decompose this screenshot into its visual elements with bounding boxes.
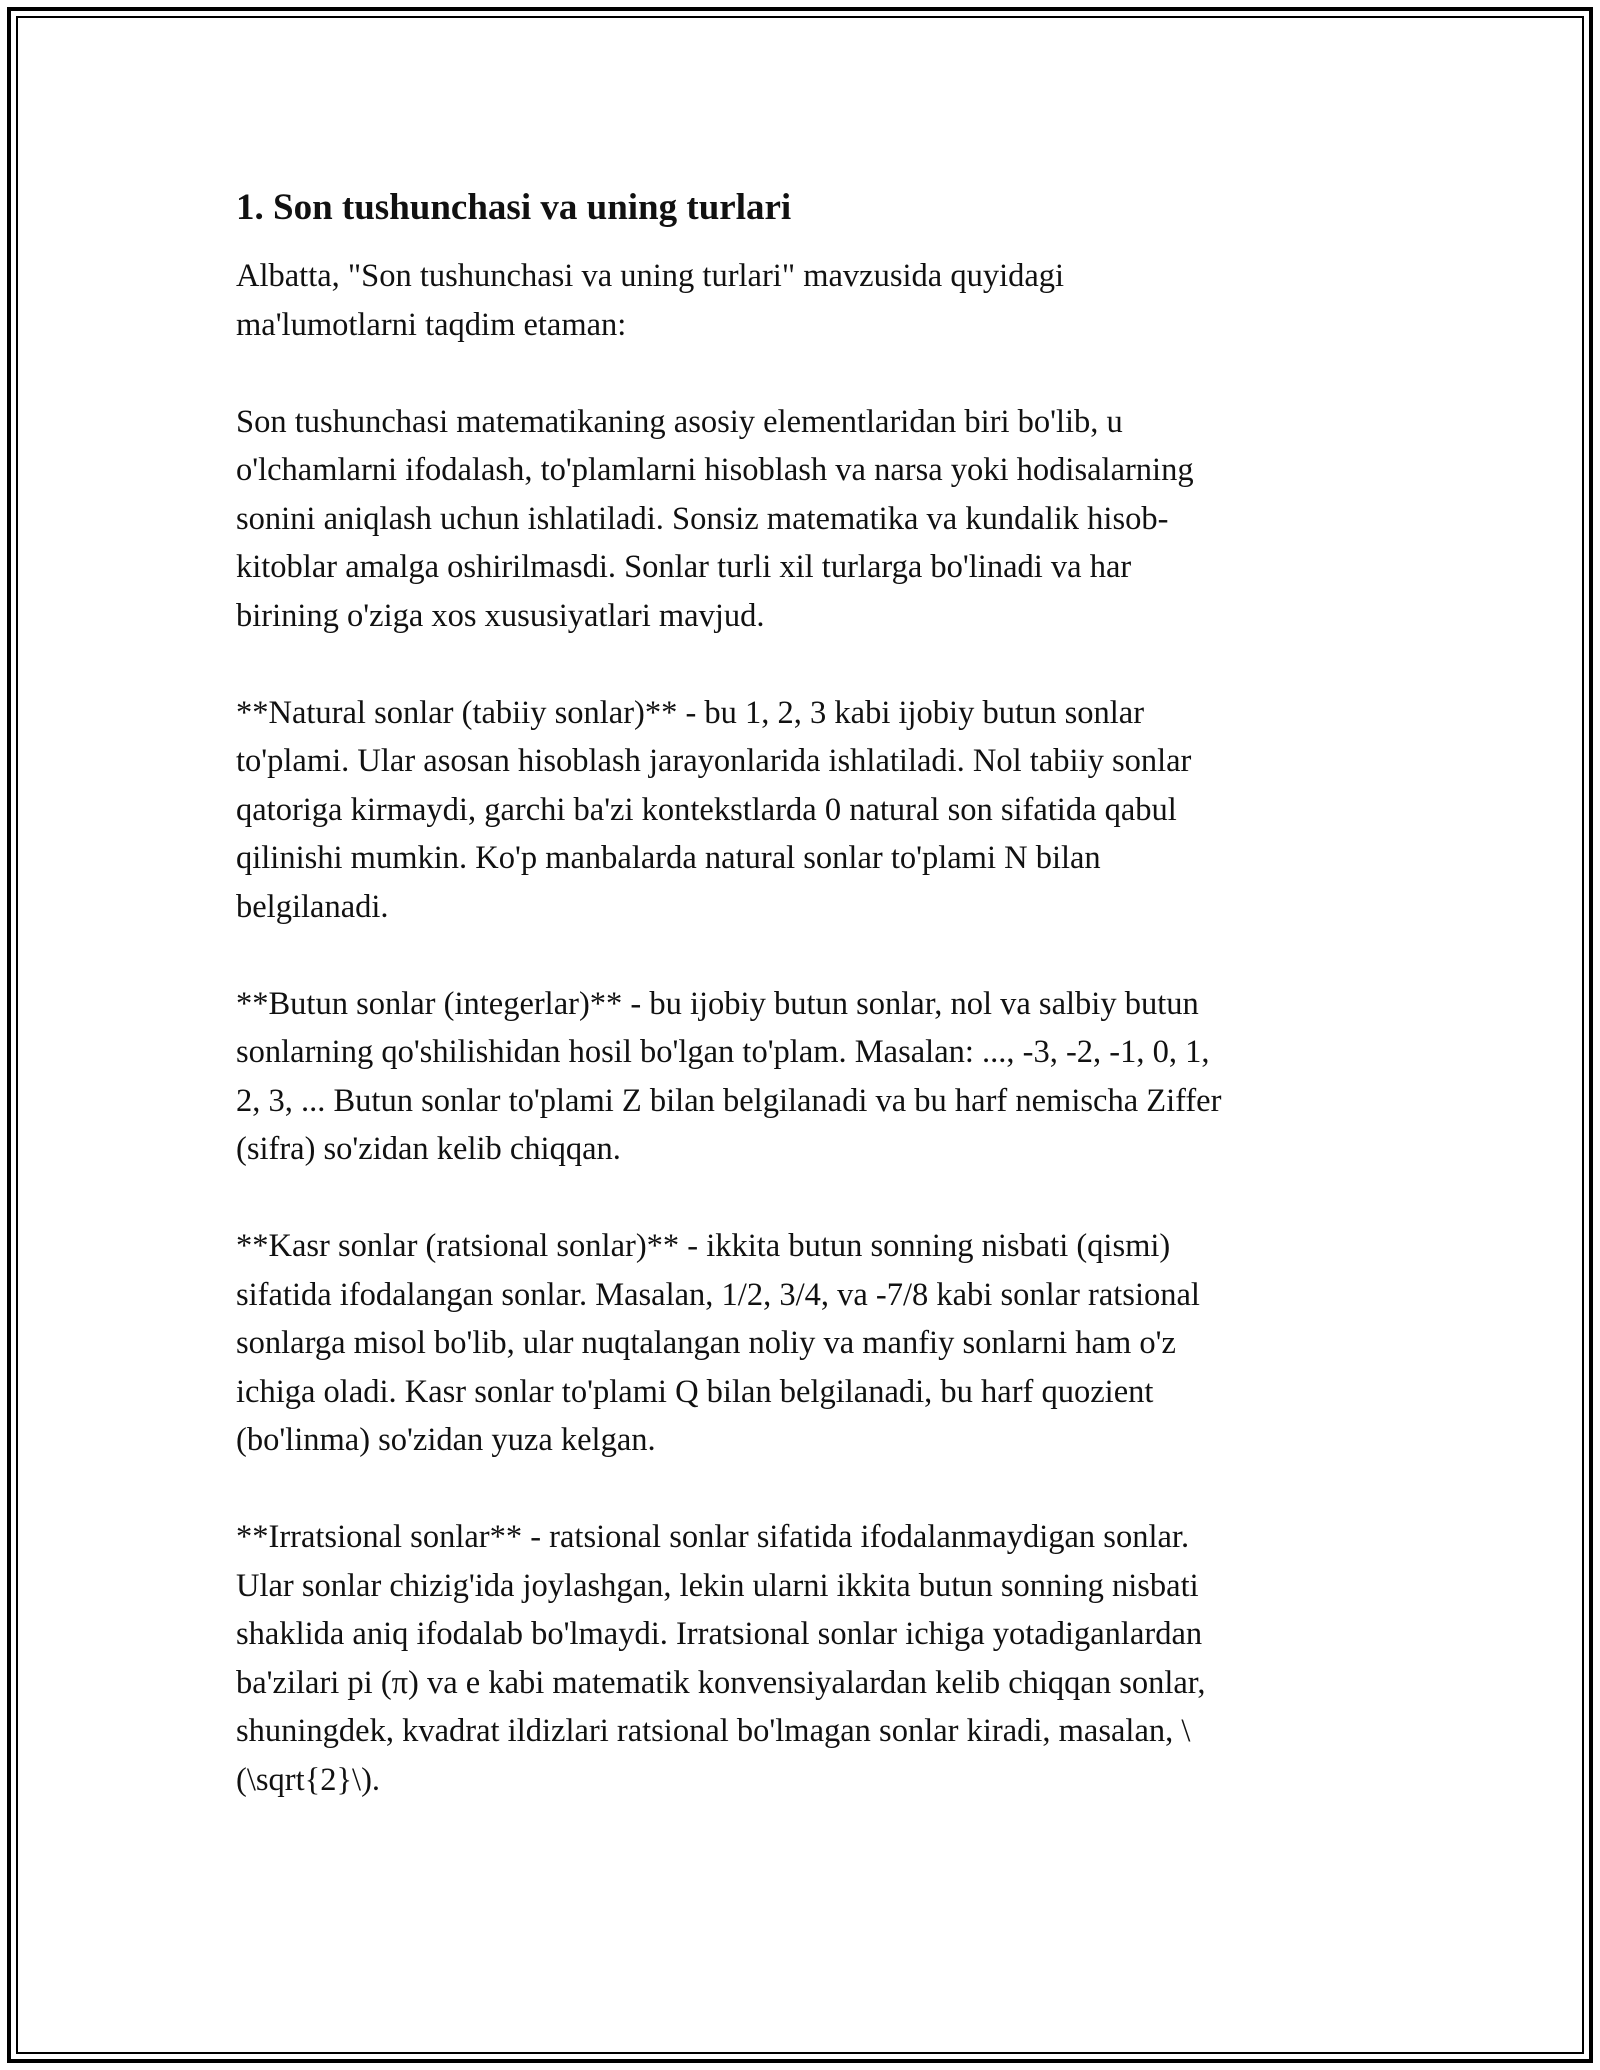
text-line: **Kasr sonlar (ratsional sonlar)** - ikkita butun sonning nisbati (qismi) xyxy=(236,1228,1171,1264)
document-body xyxy=(236,186,1366,1853)
text-line: Ular sonlar chizig'ida joylashgan, lekin ularni ikkita butun sonning nisbati xyxy=(236,1567,1199,1604)
text-line: sonlarga misol bo'lib, ular nuqtalangan noliy va manfiy sonlarni ham o'z xyxy=(236,1325,1176,1361)
text-line: **Irratsional sonlar** - ratsional sonlar sifatida ifodalanmaydigan sonlar. xyxy=(236,1519,1190,1555)
text-line: (sifra) so'zidan kelib chiqqan. xyxy=(236,1131,621,1167)
intro-paragraph xyxy=(236,252,1366,349)
text-line: ba'zilari pi (π) va e kabi matematik konvensiyalardan kelib chiqqan sonlar, xyxy=(236,1664,1206,1701)
text-line: **Natural sonlar (tabiiy sonlar)** - bu 1, 2, 3 kabi ijobiy butun sonlar xyxy=(236,694,1145,731)
text-line: belgilanadi. xyxy=(236,888,389,925)
text-line: shuningdek, kvadrat ildizlari ratsional bo'lmagan sonlar kiradi, masalan, \ xyxy=(236,1713,1191,1749)
natural-numbers-paragraph xyxy=(236,689,1366,932)
text-line: o'lchamlarni ifodalash, to'plamlarni hisoblash va narsa yoki hodisalarning xyxy=(236,452,1194,488)
text-line: kitoblar amalga oshirilmasdi. Sonlar turli xil turlarga bo'linadi va har xyxy=(236,549,1132,585)
text-line: birining o'ziga xos xususiyatlari mavjud. xyxy=(236,597,765,634)
text-line: (\sqrt{2}\). xyxy=(236,1761,381,1798)
text-line: sonlarning qo'shilishidan hosil bo'lgan to'plam. Masalan: ..., -3, -2, -1, 0, 1, xyxy=(236,1034,1210,1070)
text-line: Albatta, "Son tushunchasi va uning turlari" mavzusida quyidagi xyxy=(236,258,1065,294)
section-title: 1. Son tushunchasi va uning turlari xyxy=(236,187,792,228)
text-line: 2, 3, ... Butun sonlar to'plami Z bilan belgilanadi va bu harf nemischa Ziffer xyxy=(236,1082,1222,1119)
text-line: Son tushunchasi matematikaning asosiy elementlaridan biri bo'lib, u xyxy=(236,403,1123,440)
integers-paragraph xyxy=(236,980,1366,1174)
text-line: (bo'linma) so'zidan yuza kelgan. xyxy=(236,1422,656,1458)
concept-paragraph xyxy=(236,398,1366,641)
irrational-numbers-paragraph xyxy=(236,1513,1366,1804)
text-line: **Butun sonlar (integerlar)** - bu ijobiy butun sonlar, nol va salbiy butun xyxy=(236,985,1199,1022)
text-line: shaklida aniq ifodalab bo'lmaydi. Irratsional sonlar ichiga yotadiganlardan xyxy=(236,1616,1203,1652)
text-line: qatoriga kirmaydi, garchi ba'zi kontekstlarda 0 natural son sifatida qabul xyxy=(236,791,1177,828)
text-line: qilinishi mumkin. Ko'p manbalarda natural sonlar to'plami N bilan xyxy=(236,840,1101,876)
text-line: sonini aniqlash uchun ishlatiladi. Sonsiz matematika va kundalik hisob- xyxy=(236,500,1169,537)
rational-numbers-paragraph xyxy=(236,1222,1366,1465)
text-line: ma'lumotlarni taqdim etaman: xyxy=(236,306,627,343)
text-line: sifatida ifodalangan sonlar. Masalan, 1/2, 3/4, va -7/8 kabi sonlar ratsional xyxy=(236,1276,1200,1313)
text-line: ichiga oladi. Kasr sonlar to'plami Q bilan belgilanadi, bu harf quozient xyxy=(236,1373,1154,1410)
text-line: to'plami. Ular asosan hisoblash jarayonlarida ishlatiladi. Nol tabiiy sonlar xyxy=(236,743,1192,779)
